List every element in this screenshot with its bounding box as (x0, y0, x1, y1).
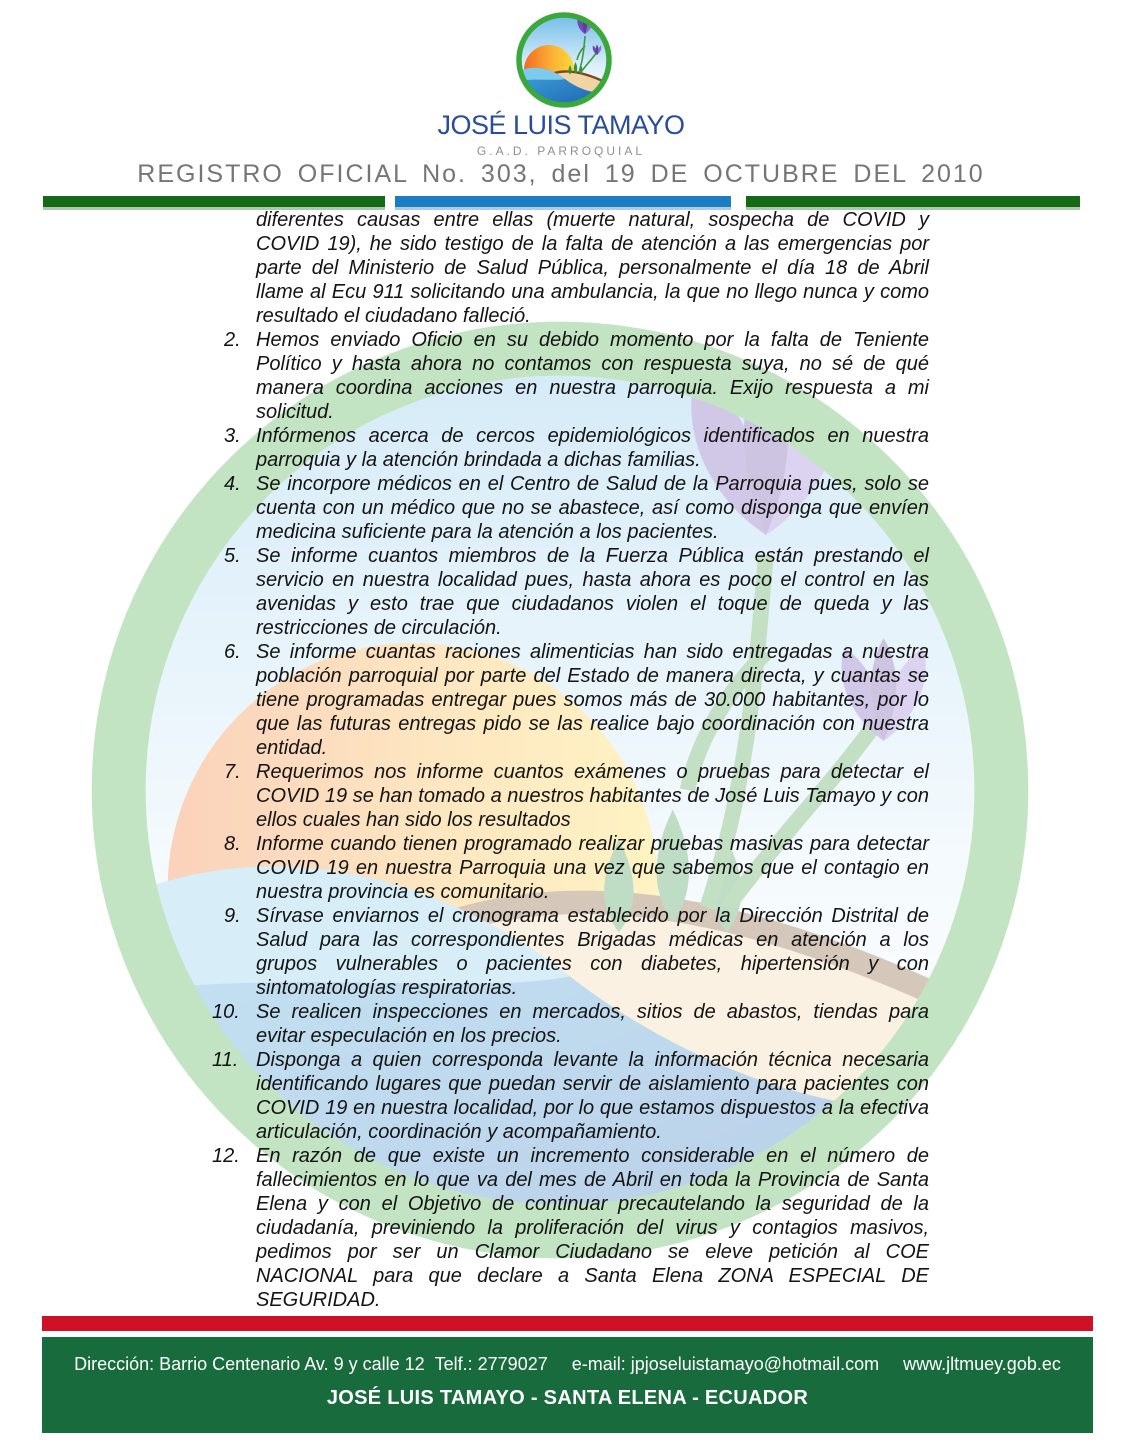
list-item-text: En razón de que existe un incremento considerable en el número de fallecimientos en lo que va del mes de Abril en toda la Provincia de Santa Elena y con el Objetivo de continuar precautelando la seguridad de la ciudadanía, previniendo la proliferación del virus y contagios masivos, pedimos por ser un Clamor Ciudadano se eleve petición al COE NACIONAL para que declare a Santa Elena ZONA ESPECIAL DE SEGURIDAD. (256, 1145, 929, 1311)
list-item-number: 7. (224, 761, 241, 783)
footer-contact-line (74, 1354, 1061, 1375)
divider-bar-blue-center (395, 196, 731, 207)
list-item-text: Hemos enviado Oficio en su debido momento por la falta de Teniente Político y hasta ahora no contamos con respuesta suya, no sé de qué manera coordina acciones en nuestra parroquia. Exijo respuesta a mi solicitud. (256, 329, 929, 423)
list-item-number: 4. (224, 473, 241, 495)
divider-bar-green-right (746, 196, 1080, 207)
list-item-text: Se realicen inspecciones en mercados, sitios de abastos, tiendas para evitar especulación en los precios. (256, 1001, 929, 1047)
document-body (205, 208, 929, 1312)
list-item-number: 5. (224, 545, 241, 567)
list-item-number: 6. (224, 641, 241, 663)
list-item-text: Infórmenos acerca de cercos epidemiológicos identificados en nuestra parroquia y la atención brindada a dichas familias. (256, 425, 929, 471)
footer-location-line: JOSÉ LUIS TAMAYO - SANTA ELENA - ECUADOR (326, 1387, 809, 1409)
list-item (205, 328, 929, 424)
list-item-text: Informe cuando tienen programado realizar pruebas masivas para detectar COVID 19 en nuestra Parroquia una vez que sabemos que el contagio en nuestra provincia es comunitario. (256, 833, 929, 903)
list-item (205, 472, 929, 544)
list-item (205, 1000, 929, 1048)
list-item-number: 11. (212, 1049, 239, 1071)
page-subtitle: G.A.D. PARROQUIAL (476, 144, 646, 158)
divider-bar-green-left (43, 196, 385, 207)
list-item-text: Se informe cuantas raciones alimenticias han sido entregadas a nuestra población parroquial por parte del Estado de manera directa, y cuantas se tiene programadas entregar pues somos más de 30.000 habitantes, por lo que las futuras entregas pido se las realice bajo coordinación con nuestra entidad. (256, 641, 929, 759)
footer-red-bar (42, 1316, 1093, 1331)
list-item (205, 1144, 929, 1312)
footer-address: Dirección: Barrio Centenario Av. 9 y calle 12 (74, 1354, 425, 1374)
list-item-number: 12. (212, 1145, 240, 1167)
registry-line: REGISTRO OFICIAL No. 303, del 19 DE OCTUBRE DEL 2010 (137, 160, 985, 188)
footer-website: www.jltmuey.gob.ec (903, 1354, 1061, 1374)
list-item-text: Sírvase enviarnos el cronograma establecido por la Dirección Distrital de Salud para las correspondientes Brigadas médicas en atención a los grupos vulnerables o pacientes con diabetes, hipertensión y con sintomatologías respiratorias. (256, 905, 929, 999)
footer-green-bar (42, 1337, 1093, 1433)
list-item-number: 10. (212, 1001, 240, 1023)
list-item (205, 760, 929, 832)
paragraph-continuation: diferentes causas entre ellas (muerte natural, sospecha de COVID y COVID 19), he sido testigo de la falta de atención a las emergencias por parte del Ministerio de Salud Pública, personalmente el día 18 de Abril llame al Ecu 911 solicitando una ambulancia, la que no llego nunca y como resultado el ciudadano falleció. (256, 209, 929, 327)
page-title: JOSÉ LUIS TAMAYO (437, 110, 685, 140)
parish-landscape-logo-icon (511, 8, 617, 112)
list-item-number: 3. (224, 425, 241, 447)
list-item-text: Se incorpore médicos en el Centro de Salud de la Parroquia pues, solo se cuenta con un médico que no se abastece, así como disponga que envíen medicina suficiente para la atención a los pacientes. (256, 473, 929, 543)
list-item (205, 832, 929, 904)
list-item-text: Disponga a quien corresponda levante la información técnica necesaria identificando lugares que puedan servir de aislamiento para pacientes con COVID 19 en nuestra localidad, por lo que estamos dispuestos a la efectiva articulación, coordinación y acompañamiento. (256, 1049, 929, 1143)
list-item-text: Requerimos nos informe cuantos exámenes o pruebas para detectar el COVID 19 se han tomado a nuestros habitantes de José Luis Tamayo y con ellos cuales han sido los resultados (256, 761, 929, 831)
list-item (205, 1048, 929, 1144)
footer-phone: Telf.: 2779027 (434, 1354, 548, 1374)
footer-email: e-mail: jpjoseluistamayo@hotmail.com (571, 1354, 880, 1374)
list-item-text: Se informe cuantos miembros de la Fuerza Pública están prestando el servicio en nuestra localidad pues, hasta ahora es poco el control en las avenidas y esto trae que ciudadanos violen el toque de queda y las restricciones de circulación. (256, 545, 929, 639)
list-item-number: 9. (224, 905, 241, 927)
list-item (205, 424, 929, 472)
list-item (205, 904, 929, 1000)
list-item-number: 8. (224, 833, 241, 855)
list-item (205, 640, 929, 760)
list-item (205, 544, 929, 640)
list-item-number: 2. (224, 329, 241, 351)
